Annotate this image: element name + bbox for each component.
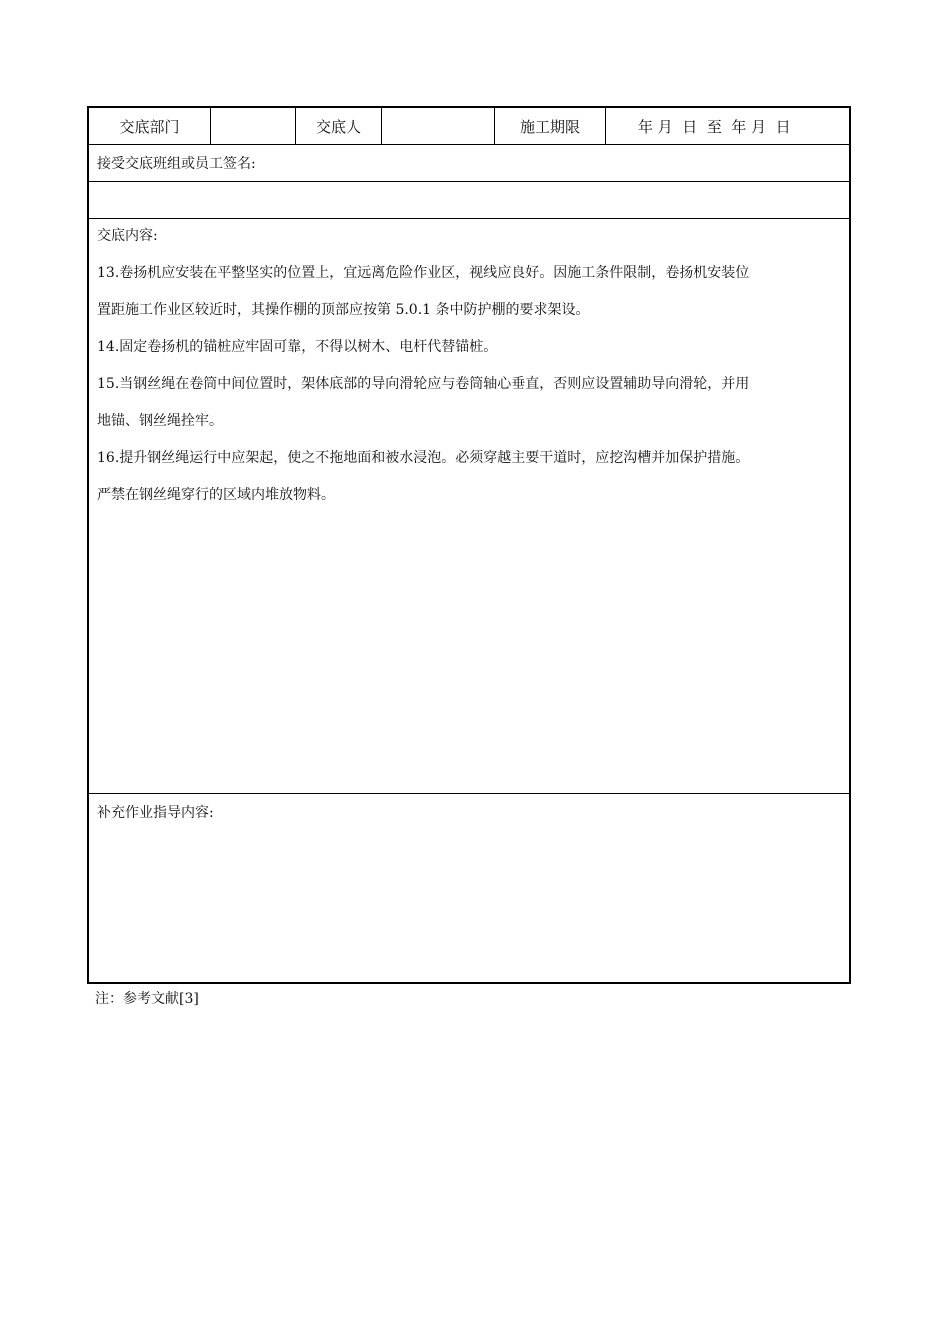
content-line: 地锚、钢丝绳拴牢。 [97,413,223,429]
supplement-label: 补充作业指导内容: [97,805,214,821]
header-row [89,108,849,145]
content-body [97,227,841,514]
content-line: 严禁在钢丝绳穿行的区域内堆放物料。 [97,487,335,503]
signature-label: 接受交底班组或员工签名: [97,156,256,172]
content-line: 13.卷扬机应安装在平整坚实的位置上，宜远离危险作业区，视线应良好。因施工条件限制，卷扬机安装位 [97,265,750,281]
footnote: 注：参考文献[3] [95,991,199,1007]
supplement-section[interactable] [89,794,849,984]
dept-value-field[interactable] [211,108,296,144]
person-label: 交底人 [296,108,382,144]
period-label: 施工期限 [495,108,606,144]
person-value-field[interactable] [382,108,495,144]
technical-briefing-form [87,106,851,984]
period-value-field[interactable]: 年 月 日 至 年 月 日 [638,117,791,136]
content-line: 15.当钢丝绳在卷筒中间位置时，架体底部的导向滑轮应与卷筒轴心垂直，否则应设置辅助导向滑轮，并用 [97,376,750,392]
signature-field[interactable] [89,182,849,219]
content-line: 14.固定卷扬机的锚桩应牢固可靠，不得以树木、电杆代替锚桩。 [97,339,498,355]
content-section [89,219,849,794]
signature-label-row [89,145,849,182]
content-line: 置距施工作业区较近时，其操作棚的顶部应按第 5.0.1 条中防护棚的要求架设。 [97,302,590,318]
content-line: 16.提升钢丝绳运行中应架起，使之不拖地面和被水浸泡。必须穿越主要干道时，应挖沟槽并加保护措施。 [97,450,750,466]
dept-label: 交底部门 [89,108,211,144]
content-label: 交底内容: [97,228,158,244]
